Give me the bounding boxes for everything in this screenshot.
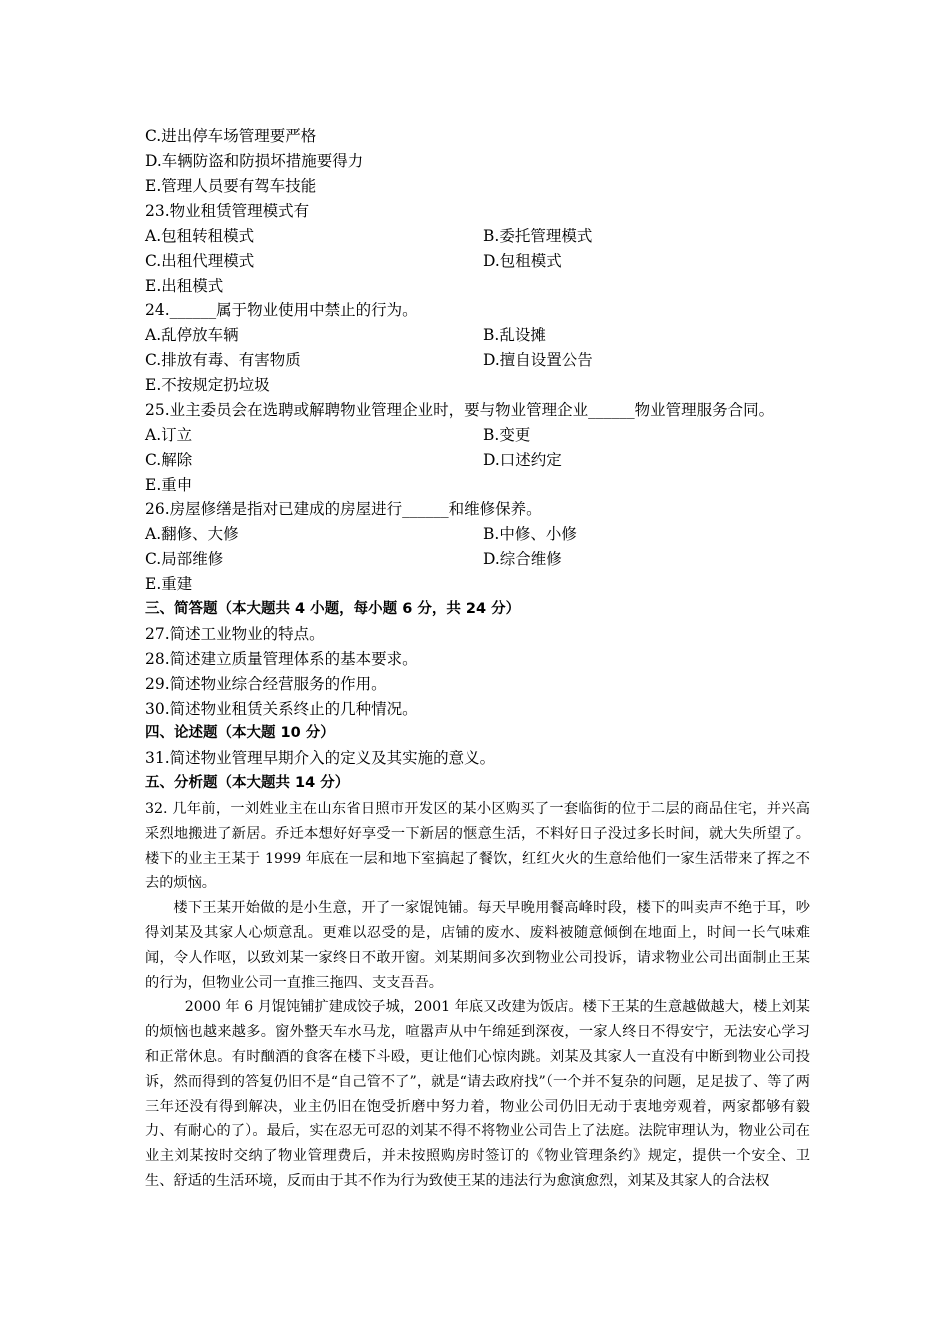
- q26-option-d: D.综合维修: [483, 550, 562, 568]
- q23-option-d: D.包租模式: [483, 252, 562, 270]
- q25-stem: 25.业主委员会在选聘或解聘物业管理企业时，要与物业管理企业______物业管理服务合同。: [145, 401, 775, 419]
- q24-option-a: A.乱停放车辆: [145, 326, 239, 344]
- q30-stem: 30.简述物业租赁关系终止的几种情况。: [145, 700, 418, 718]
- q24-option-e: E.不按规定扔垃圾: [145, 376, 270, 394]
- q25-option-b: B.变更: [483, 426, 531, 444]
- q24-option-b: B.乱设摊: [483, 326, 546, 344]
- q26-option-e: E.重建: [145, 575, 193, 593]
- q29-stem: 29.简述物业综合经营服务的作用。: [145, 675, 387, 693]
- q31-stem: 31.简述物业管理早期介入的定义及其实施的意义。: [145, 749, 496, 767]
- q25-option-d: D.口述约定: [483, 451, 562, 469]
- case-paragraph-3: 2000 年 6 月馄饨铺扩建成饺子城，2001 年底又改建为饭店。楼下王某的生意越做越大，楼上刘某的烦恼也越来越多。窗外整天车水马龙，喧嚣声从中午绵延到深夜，一家人终日不得安宁，无法安心学习和正常休息。有时酗酒的食客在楼下斗殴，更让他们心惊肉跳。刘某及其家人一直没有中断到物业公司投诉，然而得到的答复仍旧不是“自己管不了”，就是“请去政府找”（一个并不复杂的问题，足足拔了、等了两三年还没有得到解决，业主仍旧在饱受折磨中努力着，物业公司仍旧无动于衷地旁观着，两家都够有毅力、有耐心的了）。最后，实在忍无可忍的刘某不得不将物业公司告上了法庭。法院审理认为，物业公司在业主刘某按时交纳了物业管理费后，并未按照购房时签订的《物业管理条约》规定，提供一个安全、卫生、舒适的生活环境，反而由于其不作为行为致使王某的违法行为愈演愈烈，刘某及其家人的合法权: [145, 999, 810, 1189]
- q26-option-b: B.中修、小修: [483, 525, 577, 543]
- q23-option-b: B.委托管理模式: [483, 227, 593, 245]
- case-paragraph-1: 32. 几年前，一刘姓业主在山东省日照市开发区的某小区购买了一套临街的位于二层的商品住宅，并兴高采烈地搬进了新居。乔迁本想好好享受一下新居的惬意生活，不料好日子没过多长时间，就大失所望了。楼下的业主王某于 1999 年底在一层和地下室搞起了餐饮，红红火火的生意给他们一家生活带来了挥之不去的烦恼。: [145, 801, 810, 892]
- q25-option-a: A.订立: [145, 426, 193, 444]
- q25-option-c: C.解除: [145, 451, 193, 469]
- q26-option-a: A.翻修、大修: [145, 525, 239, 543]
- q23-option-c: C.出租代理模式: [145, 252, 255, 270]
- q24-option-c: C.排放有毒、有害物质: [145, 351, 301, 369]
- section-3-heading: 三、简答题（本大题共 4 小题，每小题 6 分，共 24 分）: [145, 601, 521, 617]
- q26-option-c: C.局部维修: [145, 550, 224, 568]
- section-4-heading: 四、论述题（本大题 10 分）: [145, 725, 335, 741]
- case-study-text: [145, 797, 810, 1194]
- q26-stem: 26.房屋修缮是指对已建成的房屋进行______和维修保养。: [145, 500, 542, 518]
- section-5-heading: 五、分析题（本大题共 14 分）: [145, 775, 350, 791]
- q23-option-e: E.出租模式: [145, 277, 224, 295]
- q28-stem: 28.简述建立质量管理体系的基本要求。: [145, 650, 418, 668]
- q24-stem: 24.______属于物业使用中禁止的行为。: [145, 301, 418, 319]
- q23-stem: 23.物业租赁管理模式有: [145, 202, 310, 220]
- q22-option-d: D.车辆防盗和防损坏措施要得力: [145, 152, 364, 170]
- q27-stem: 27.简述工业物业的特点。: [145, 625, 325, 643]
- q23-option-a: A.包租转租模式: [145, 227, 255, 245]
- q24-option-d: D.擅自设置公告: [483, 351, 593, 369]
- q25-option-e: E.重申: [145, 476, 193, 494]
- q22-option-e: E.管理人员要有驾车技能: [145, 177, 317, 195]
- q22-option-c: C.进出停车场管理要严格: [145, 127, 317, 145]
- case-paragraph-2: 楼下王某开始做的是小生意，开了一家馄饨铺。每天早晚用餐高峰时段，楼下的叫卖声不绝于耳，吵得刘某及其家人心烦意乱。更难以忍受的是，店铺的废水、废料被随意倾倒在地面上，时间一长气味难闻，令人作呕，以致刘某一家终日不敢开窗。刘某期间多次到物业公司投诉，请求物业公司出面制止王某的行为，但物业公司一直推三拖四、支支吾吾。: [145, 900, 810, 991]
